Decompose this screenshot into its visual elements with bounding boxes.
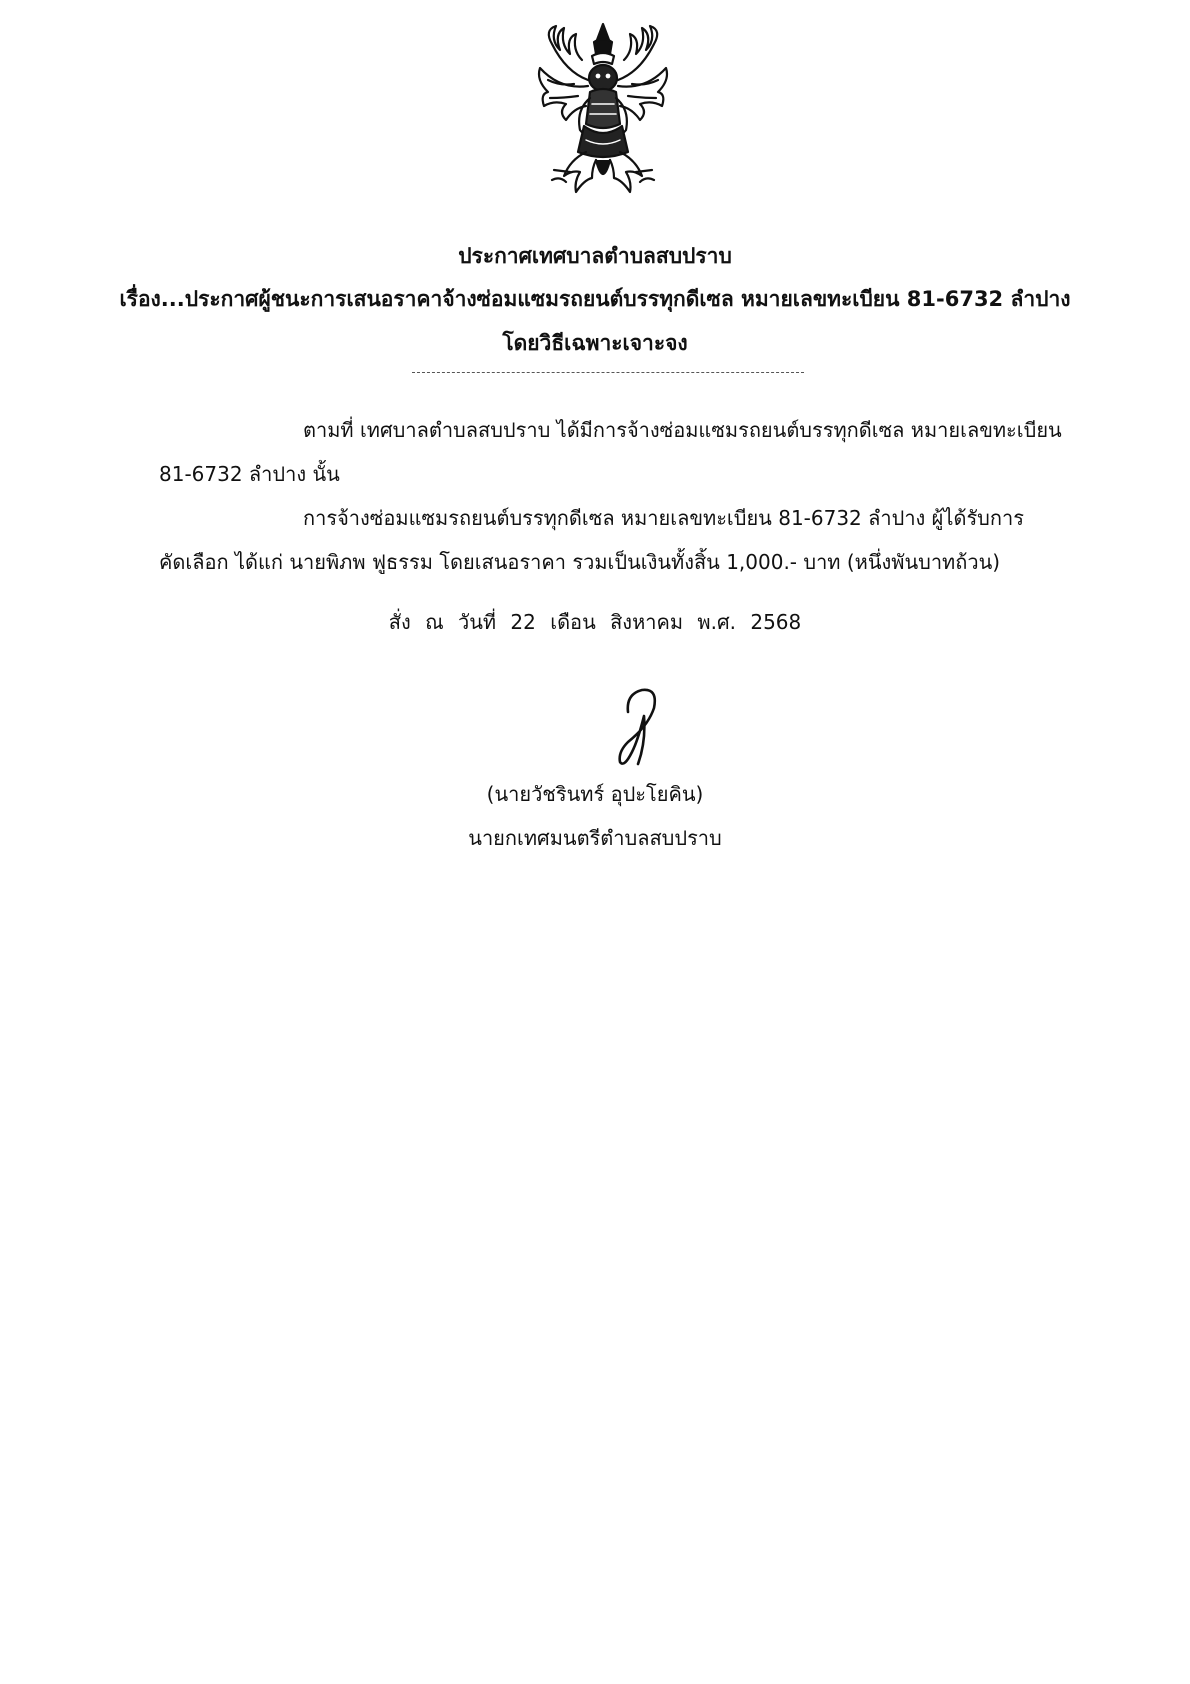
announcement-subject: เรื่อง...ประกาศผู้ชนะการเสนอราคาจ้างซ่อมแซมรถยนต์บรรทุกดีเซล หมายเลขทะเบียน 81-6732 ลำปาง [119,287,1071,311]
dashed-divider [412,372,804,373]
paragraph-2-line-1: การจ้างซ่อมแซมรถยนต์บรรทุกดีเซล หมายเลขทะเบียน 81-6732 ลำปาง ผู้ได้รับการ [303,506,1024,530]
announcement-title: ประกาศเทศบาลตำบลสบปราบ [458,244,732,268]
paragraph-2-line-2: คัดเลือก ได้แก่ นายพิภพ ฟูธรรม โดยเสนอราคา รวมเป็นเงินทั้งสิ้น 1,000.- บาท (หนึ่งพันบาทถ้วน) [159,550,1001,574]
procurement-method: โดยวิธีเฉพาะเจาะจง [502,331,688,355]
signatory-name: (นายวัชรินทร์ อุปะโยคิน) [486,782,704,806]
paragraph-1-line-2: 81-6732 ลำปาง นั้น [159,462,340,486]
issue-date: สั่ง ณ วันที่ 22 เดือน สิงหาคม พ.ศ. 2568 [388,610,802,634]
handwritten-signature [598,682,678,770]
garuda-emblem-icon [530,20,676,196]
signatory-position: นายกเทศมนตรีตำบลสบปราบ [468,826,722,850]
paragraph-1-line-1: ตามที่ เทศบาลตำบลสบปราบ ได้มีการจ้างซ่อมแซมรถยนต์บรรทุกดีเซล หมายเลขทะเบียน [303,418,1062,442]
